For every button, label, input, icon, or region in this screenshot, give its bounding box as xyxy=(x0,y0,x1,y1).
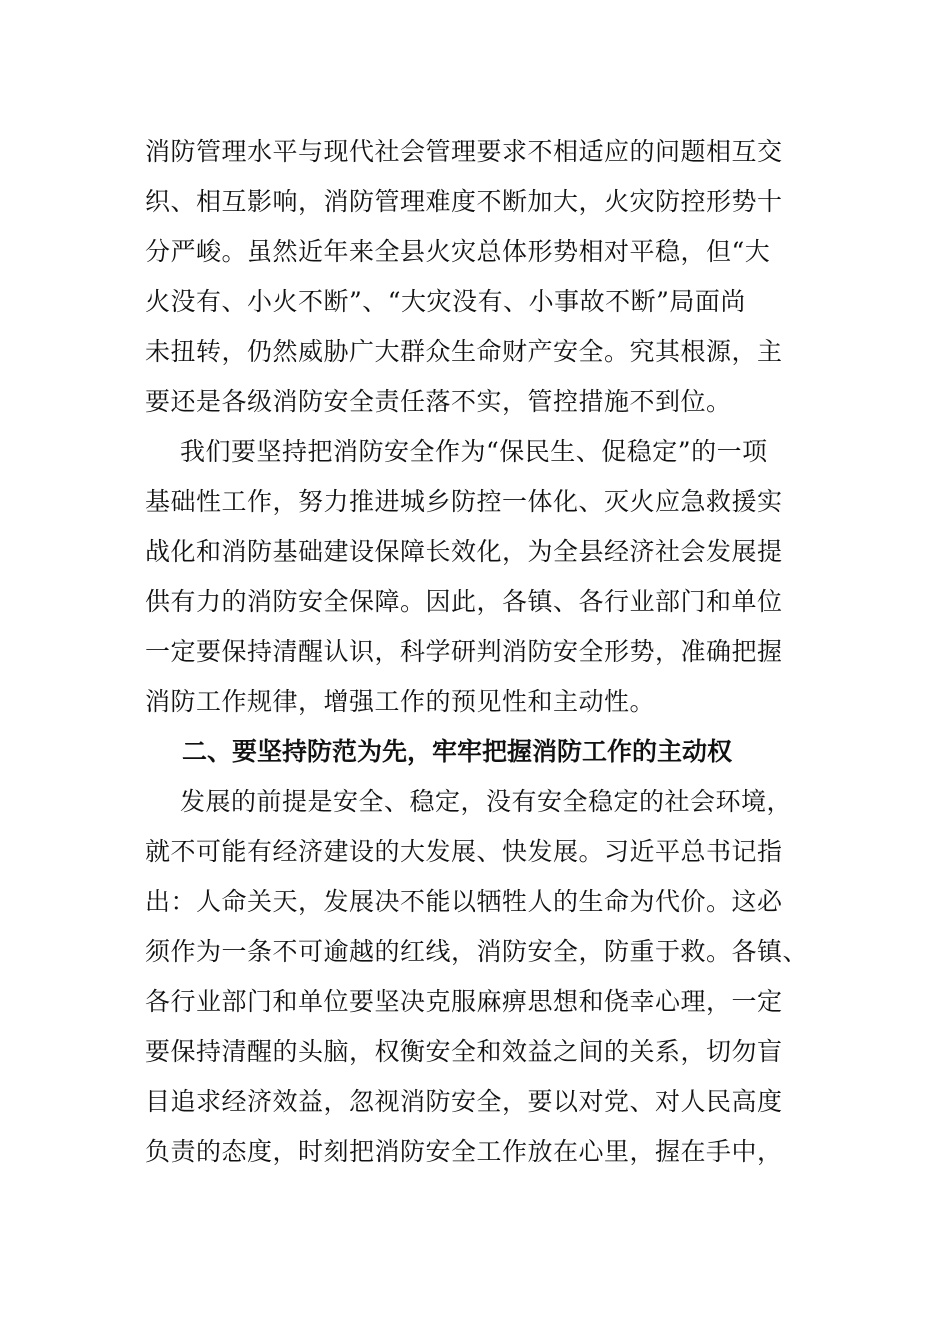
body-text-line: 要还是各级消防安全责任落不实，管控措施不到位。 xyxy=(145,387,732,416)
body-text-line: 供有力的消防安全保障。因此，各镇、各行业部门和单位 xyxy=(145,587,783,616)
body-text-line: 火没有、小火不断”、“大灾没有、小事故不断”局面尚 xyxy=(145,287,746,316)
body-text-line: 各行业部门和单位要坚决克服麻痹思想和侥幸心理，一定 xyxy=(145,987,783,1016)
body-text-line: 消防管理水平与现代社会管理要求不相适应的问题相互交 xyxy=(145,137,783,166)
body-text-line: 消防工作规律，增强工作的预见性和主动性。 xyxy=(145,687,656,716)
paragraph-first-line: 我们要坚持把消防安全作为“保民生、促稳定”的一项 xyxy=(180,437,768,466)
body-text-line: 须作为一条不可逾越的红线，消防安全，防重于救。各镇、 xyxy=(145,937,809,966)
body-text-line: 一定要保持清醒认识，科学研判消防安全形势，准确把握 xyxy=(145,637,783,666)
body-text-line: 织、相互影响，消防管理难度不断加大，火灾防控形势十 xyxy=(145,187,783,216)
section-heading: 二、要坚持防范为先，牢牢把握消防工作的主动权 xyxy=(182,737,733,766)
body-text-line: 分严峻。虽然近年来全县火灾总体形势相对平稳，但“大 xyxy=(145,237,771,266)
body-text-line: 目追求经济效益，忽视消防安全，要以对党、对人民高度 xyxy=(145,1087,783,1116)
body-text-line: 基础性工作，努力推进城乡防控一体化、灭火应急救援实 xyxy=(145,487,783,516)
body-text-line: 要保持清醒的头脑，权衡安全和效益之间的关系，切勿盲 xyxy=(145,1037,783,1066)
paragraph-first-line: 发展的前提是安全、稳定，没有安全稳定的社会环境， xyxy=(180,787,793,816)
body-text-line: 未扭转，仍然威胁广大群众生命财产安全。究其根源，主 xyxy=(145,337,783,366)
body-text-line: 出：人命关天，发展决不能以牺牲人的生命为代价。这必 xyxy=(145,887,783,916)
body-text-line: 就不可能有经济建设的大发展、快发展。习近平总书记指 xyxy=(145,837,783,866)
body-text-line: 战化和消防基础建设保障长效化，为全县经济社会发展提 xyxy=(145,537,783,566)
body-text-line: 负责的态度，时刻把消防安全工作放在心里，握在手中， xyxy=(145,1137,783,1166)
